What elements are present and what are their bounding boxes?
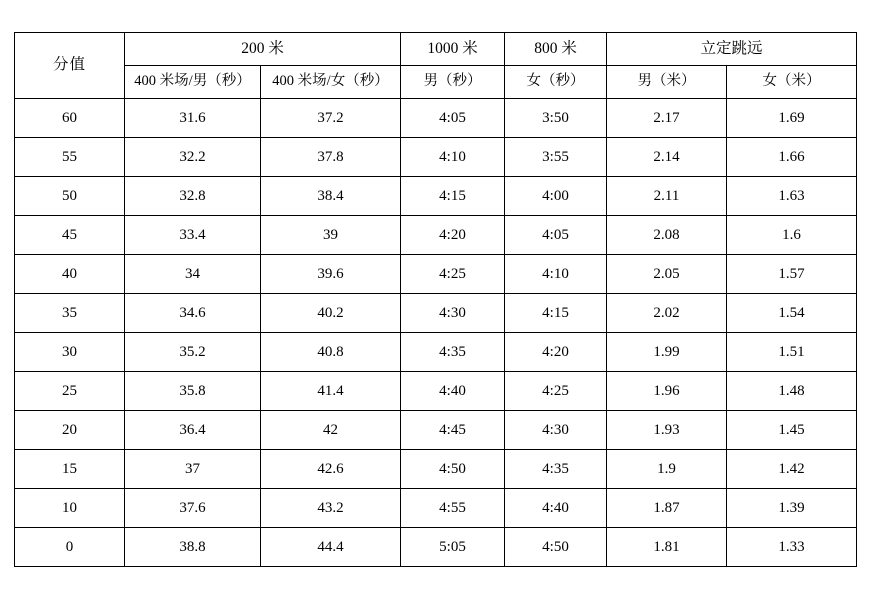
cell-1000m-male: 4:05 — [401, 99, 505, 138]
cell-800m-female: 4:25 — [505, 372, 607, 411]
cell-800m-female: 4:20 — [505, 333, 607, 372]
table-row — [15, 177, 857, 216]
cell-1000m-male: 4:30 — [401, 294, 505, 333]
cell-800m-female: 4:05 — [505, 216, 607, 255]
cell-1000m-male: 4:25 — [401, 255, 505, 294]
cell-jump-female: 1.39 — [727, 489, 857, 528]
cell-score: 40 — [15, 255, 125, 294]
table-row — [15, 99, 857, 138]
cell-200m-female: 37.8 — [261, 138, 401, 177]
cell-score: 0 — [15, 528, 125, 567]
cell-800m-female: 4:50 — [505, 528, 607, 567]
cell-800m-female: 4:30 — [505, 411, 607, 450]
cell-score: 45 — [15, 216, 125, 255]
cell-score: 50 — [15, 177, 125, 216]
cell-200m-male: 36.4 — [125, 411, 261, 450]
table-row — [15, 333, 857, 372]
header-score-label: 分值 — [15, 33, 125, 99]
table-row — [15, 372, 857, 411]
table-row — [15, 450, 857, 489]
cell-jump-male: 1.99 — [607, 333, 727, 372]
table-row — [15, 489, 857, 528]
cell-200m-male: 32.8 — [125, 177, 261, 216]
cell-jump-female: 1.63 — [727, 177, 857, 216]
table-subheader-row — [15, 66, 857, 99]
score-standards-table — [14, 32, 857, 567]
table-row — [15, 216, 857, 255]
cell-200m-male: 34 — [125, 255, 261, 294]
cell-1000m-male: 4:50 — [401, 450, 505, 489]
cell-jump-male: 2.05 — [607, 255, 727, 294]
cell-200m-male: 37 — [125, 450, 261, 489]
cell-1000m-male: 4:20 — [401, 216, 505, 255]
cell-jump-male: 2.08 — [607, 216, 727, 255]
subheader-200m-female: 400 米场/女（秒） — [261, 66, 401, 99]
cell-1000m-male: 4:10 — [401, 138, 505, 177]
header-group-1000m: 1000 米 — [401, 33, 505, 66]
cell-jump-male: 2.14 — [607, 138, 727, 177]
cell-jump-female: 1.66 — [727, 138, 857, 177]
table-header-group-row — [15, 33, 857, 66]
cell-jump-male: 1.81 — [607, 528, 727, 567]
cell-jump-female: 1.57 — [727, 255, 857, 294]
cell-jump-male: 2.02 — [607, 294, 727, 333]
table-row — [15, 255, 857, 294]
cell-200m-female: 42.6 — [261, 450, 401, 489]
cell-200m-female: 37.2 — [261, 99, 401, 138]
cell-200m-male: 32.2 — [125, 138, 261, 177]
subheader-jump-male: 男（米） — [607, 66, 727, 99]
cell-1000m-male: 4:35 — [401, 333, 505, 372]
cell-jump-male: 2.11 — [607, 177, 727, 216]
cell-jump-male: 1.9 — [607, 450, 727, 489]
cell-200m-female: 40.8 — [261, 333, 401, 372]
header-group-800m: 800 米 — [505, 33, 607, 66]
table-row — [15, 411, 857, 450]
cell-200m-female: 39 — [261, 216, 401, 255]
cell-200m-male: 33.4 — [125, 216, 261, 255]
cell-800m-female: 4:35 — [505, 450, 607, 489]
cell-200m-female: 40.2 — [261, 294, 401, 333]
subheader-jump-female: 女（米） — [727, 66, 857, 99]
cell-jump-female: 1.33 — [727, 528, 857, 567]
table-row — [15, 528, 857, 567]
subheader-1000m-male: 男（秒） — [401, 66, 505, 99]
cell-200m-female: 44.4 — [261, 528, 401, 567]
cell-jump-female: 1.48 — [727, 372, 857, 411]
cell-jump-female: 1.51 — [727, 333, 857, 372]
cell-200m-female: 38.4 — [261, 177, 401, 216]
header-group-standing-long-jump: 立定跳远 — [607, 33, 857, 66]
header-group-200m: 200 米 — [125, 33, 401, 66]
cell-200m-male: 37.6 — [125, 489, 261, 528]
cell-score: 10 — [15, 489, 125, 528]
cell-jump-male: 1.96 — [607, 372, 727, 411]
cell-score: 35 — [15, 294, 125, 333]
cell-200m-female: 42 — [261, 411, 401, 450]
cell-800m-female: 3:50 — [505, 99, 607, 138]
cell-200m-female: 41.4 — [261, 372, 401, 411]
cell-800m-female: 4:40 — [505, 489, 607, 528]
cell-jump-female: 1.6 — [727, 216, 857, 255]
cell-jump-male: 2.17 — [607, 99, 727, 138]
cell-jump-female: 1.69 — [727, 99, 857, 138]
table-row — [15, 294, 857, 333]
cell-200m-male: 34.6 — [125, 294, 261, 333]
cell-200m-male: 35.2 — [125, 333, 261, 372]
cell-200m-female: 43.2 — [261, 489, 401, 528]
cell-score: 25 — [15, 372, 125, 411]
cell-1000m-male: 4:15 — [401, 177, 505, 216]
cell-200m-female: 39.6 — [261, 255, 401, 294]
cell-jump-male: 1.87 — [607, 489, 727, 528]
cell-score: 55 — [15, 138, 125, 177]
cell-200m-male: 35.8 — [125, 372, 261, 411]
cell-jump-female: 1.45 — [727, 411, 857, 450]
cell-score: 60 — [15, 99, 125, 138]
cell-jump-female: 1.42 — [727, 450, 857, 489]
cell-jump-female: 1.54 — [727, 294, 857, 333]
cell-score: 30 — [15, 333, 125, 372]
cell-200m-male: 31.6 — [125, 99, 261, 138]
subheader-200m-male: 400 米场/男（秒） — [125, 66, 261, 99]
cell-1000m-male: 4:55 — [401, 489, 505, 528]
subheader-800m-female: 女（秒） — [505, 66, 607, 99]
cell-800m-female: 4:00 — [505, 177, 607, 216]
cell-1000m-male: 4:45 — [401, 411, 505, 450]
cell-score: 15 — [15, 450, 125, 489]
cell-score: 20 — [15, 411, 125, 450]
cell-800m-female: 4:10 — [505, 255, 607, 294]
cell-200m-male: 38.8 — [125, 528, 261, 567]
cell-800m-female: 4:15 — [505, 294, 607, 333]
cell-800m-female: 3:55 — [505, 138, 607, 177]
cell-1000m-male: 5:05 — [401, 528, 505, 567]
cell-1000m-male: 4:40 — [401, 372, 505, 411]
cell-jump-male: 1.93 — [607, 411, 727, 450]
table-row — [15, 138, 857, 177]
